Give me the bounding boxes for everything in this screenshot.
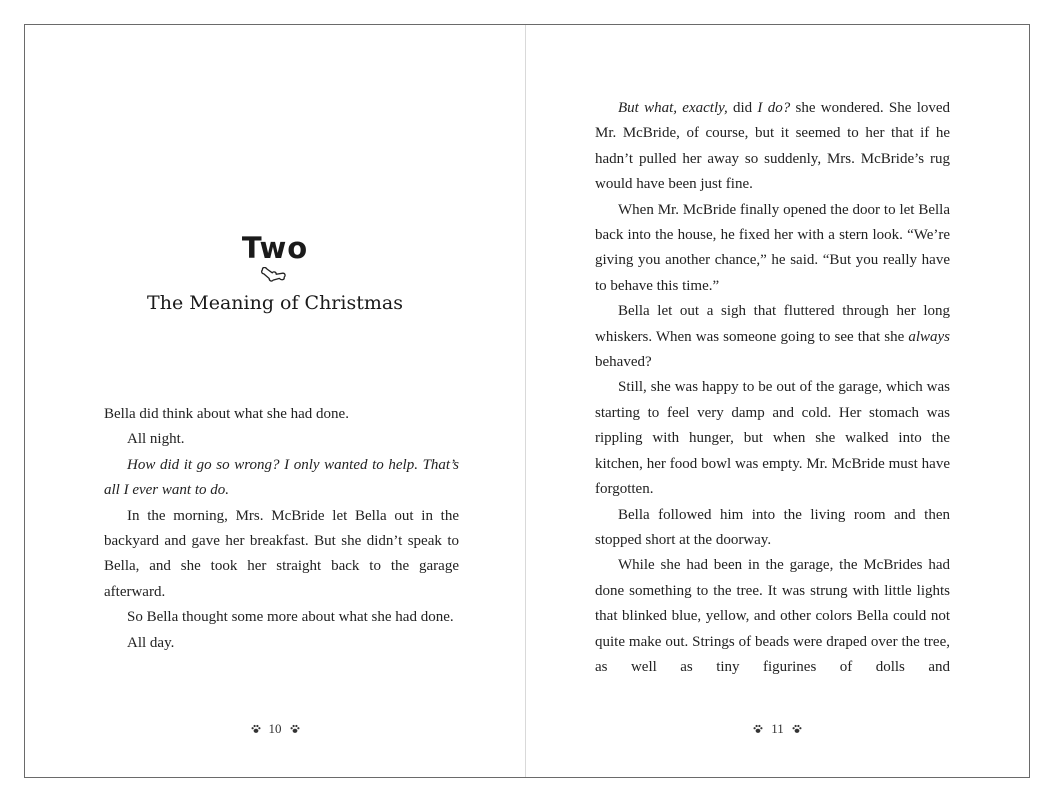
page-footer-right	[526, 720, 1029, 737]
paragraph	[595, 96, 950, 198]
paragraph: All day.	[127, 634, 175, 651]
paragraph: All night.	[127, 431, 185, 448]
chapter-title: The Meaning of Christmas	[147, 292, 403, 314]
chapter-heading	[25, 231, 525, 315]
italic-text: But what, exactly,	[618, 100, 728, 116]
text-run: Bella let out a sigh that fluttered through her long whiskers. When was someone going to see that she	[595, 303, 950, 345]
paragraph: In the morning, Mrs. McBride let Bella out in the backyard and gave her breakfast. But she didn’t speak to Bella, and she took her straight back to the garage afterward.	[104, 507, 459, 600]
paragraph-italic-thought: How did it go so wrong? I only wanted to help. That’s all I ever want to do.	[104, 456, 459, 499]
page-footer-left	[25, 720, 525, 737]
italic-text: I do?	[757, 100, 791, 116]
paw-print-icon	[251, 724, 261, 734]
paw-print-icon	[792, 724, 802, 734]
paw-print-icon	[753, 724, 763, 734]
paragraph: So Bella thought some more about what she had done.	[127, 609, 454, 626]
paragraph: Bella did think about what she had done.	[104, 406, 349, 422]
paragraph: Still, she was happy to be out of the garage, which was starting to feel very damp and cold. Her stomach was rippling with hunger, but when she walked into the kitchen, her food bowl was empty. Mr. McBride must have forgotten.	[595, 379, 950, 498]
bone-icon	[260, 267, 290, 283]
paragraph: Bella followed him into the living room and then stopped short at the doorway.	[595, 506, 950, 548]
text-run: did	[727, 100, 758, 116]
paragraph: While she had been in the garage, the McBrides had done something to the tree. It was strung with little lights that blinked blue, yellow, and other colors Bella could not quite make out. Strings of beads were draped over the tree, as well as tiny figurines of dolls and	[595, 557, 950, 675]
paragraph: When Mr. McBride finally opened the door to let Bella back into the house, he fixed her with a stern look. “We’re giving you another chance,” he said. “But you really have to behave this time.”	[595, 201, 950, 294]
text-run: she wondered. She loved Mr. McBride, of course, but it seemed to her that if he hadn’t pulled her away so suddenly, Mrs. McBride’s rug would have been just fine.	[595, 100, 951, 193]
right-page	[526, 25, 1029, 777]
chapter-number: Two	[241, 231, 309, 265]
right-body-text	[595, 96, 950, 680]
italic-text: always	[908, 328, 950, 345]
paragraph	[595, 299, 950, 375]
book-spread	[24, 24, 1030, 778]
left-page	[25, 25, 525, 777]
page-number: 11	[771, 721, 784, 737]
text-run: behaved?	[595, 354, 652, 371]
page-number: 10	[268, 721, 282, 737]
paw-print-icon	[290, 724, 300, 734]
left-body-text	[104, 402, 459, 656]
